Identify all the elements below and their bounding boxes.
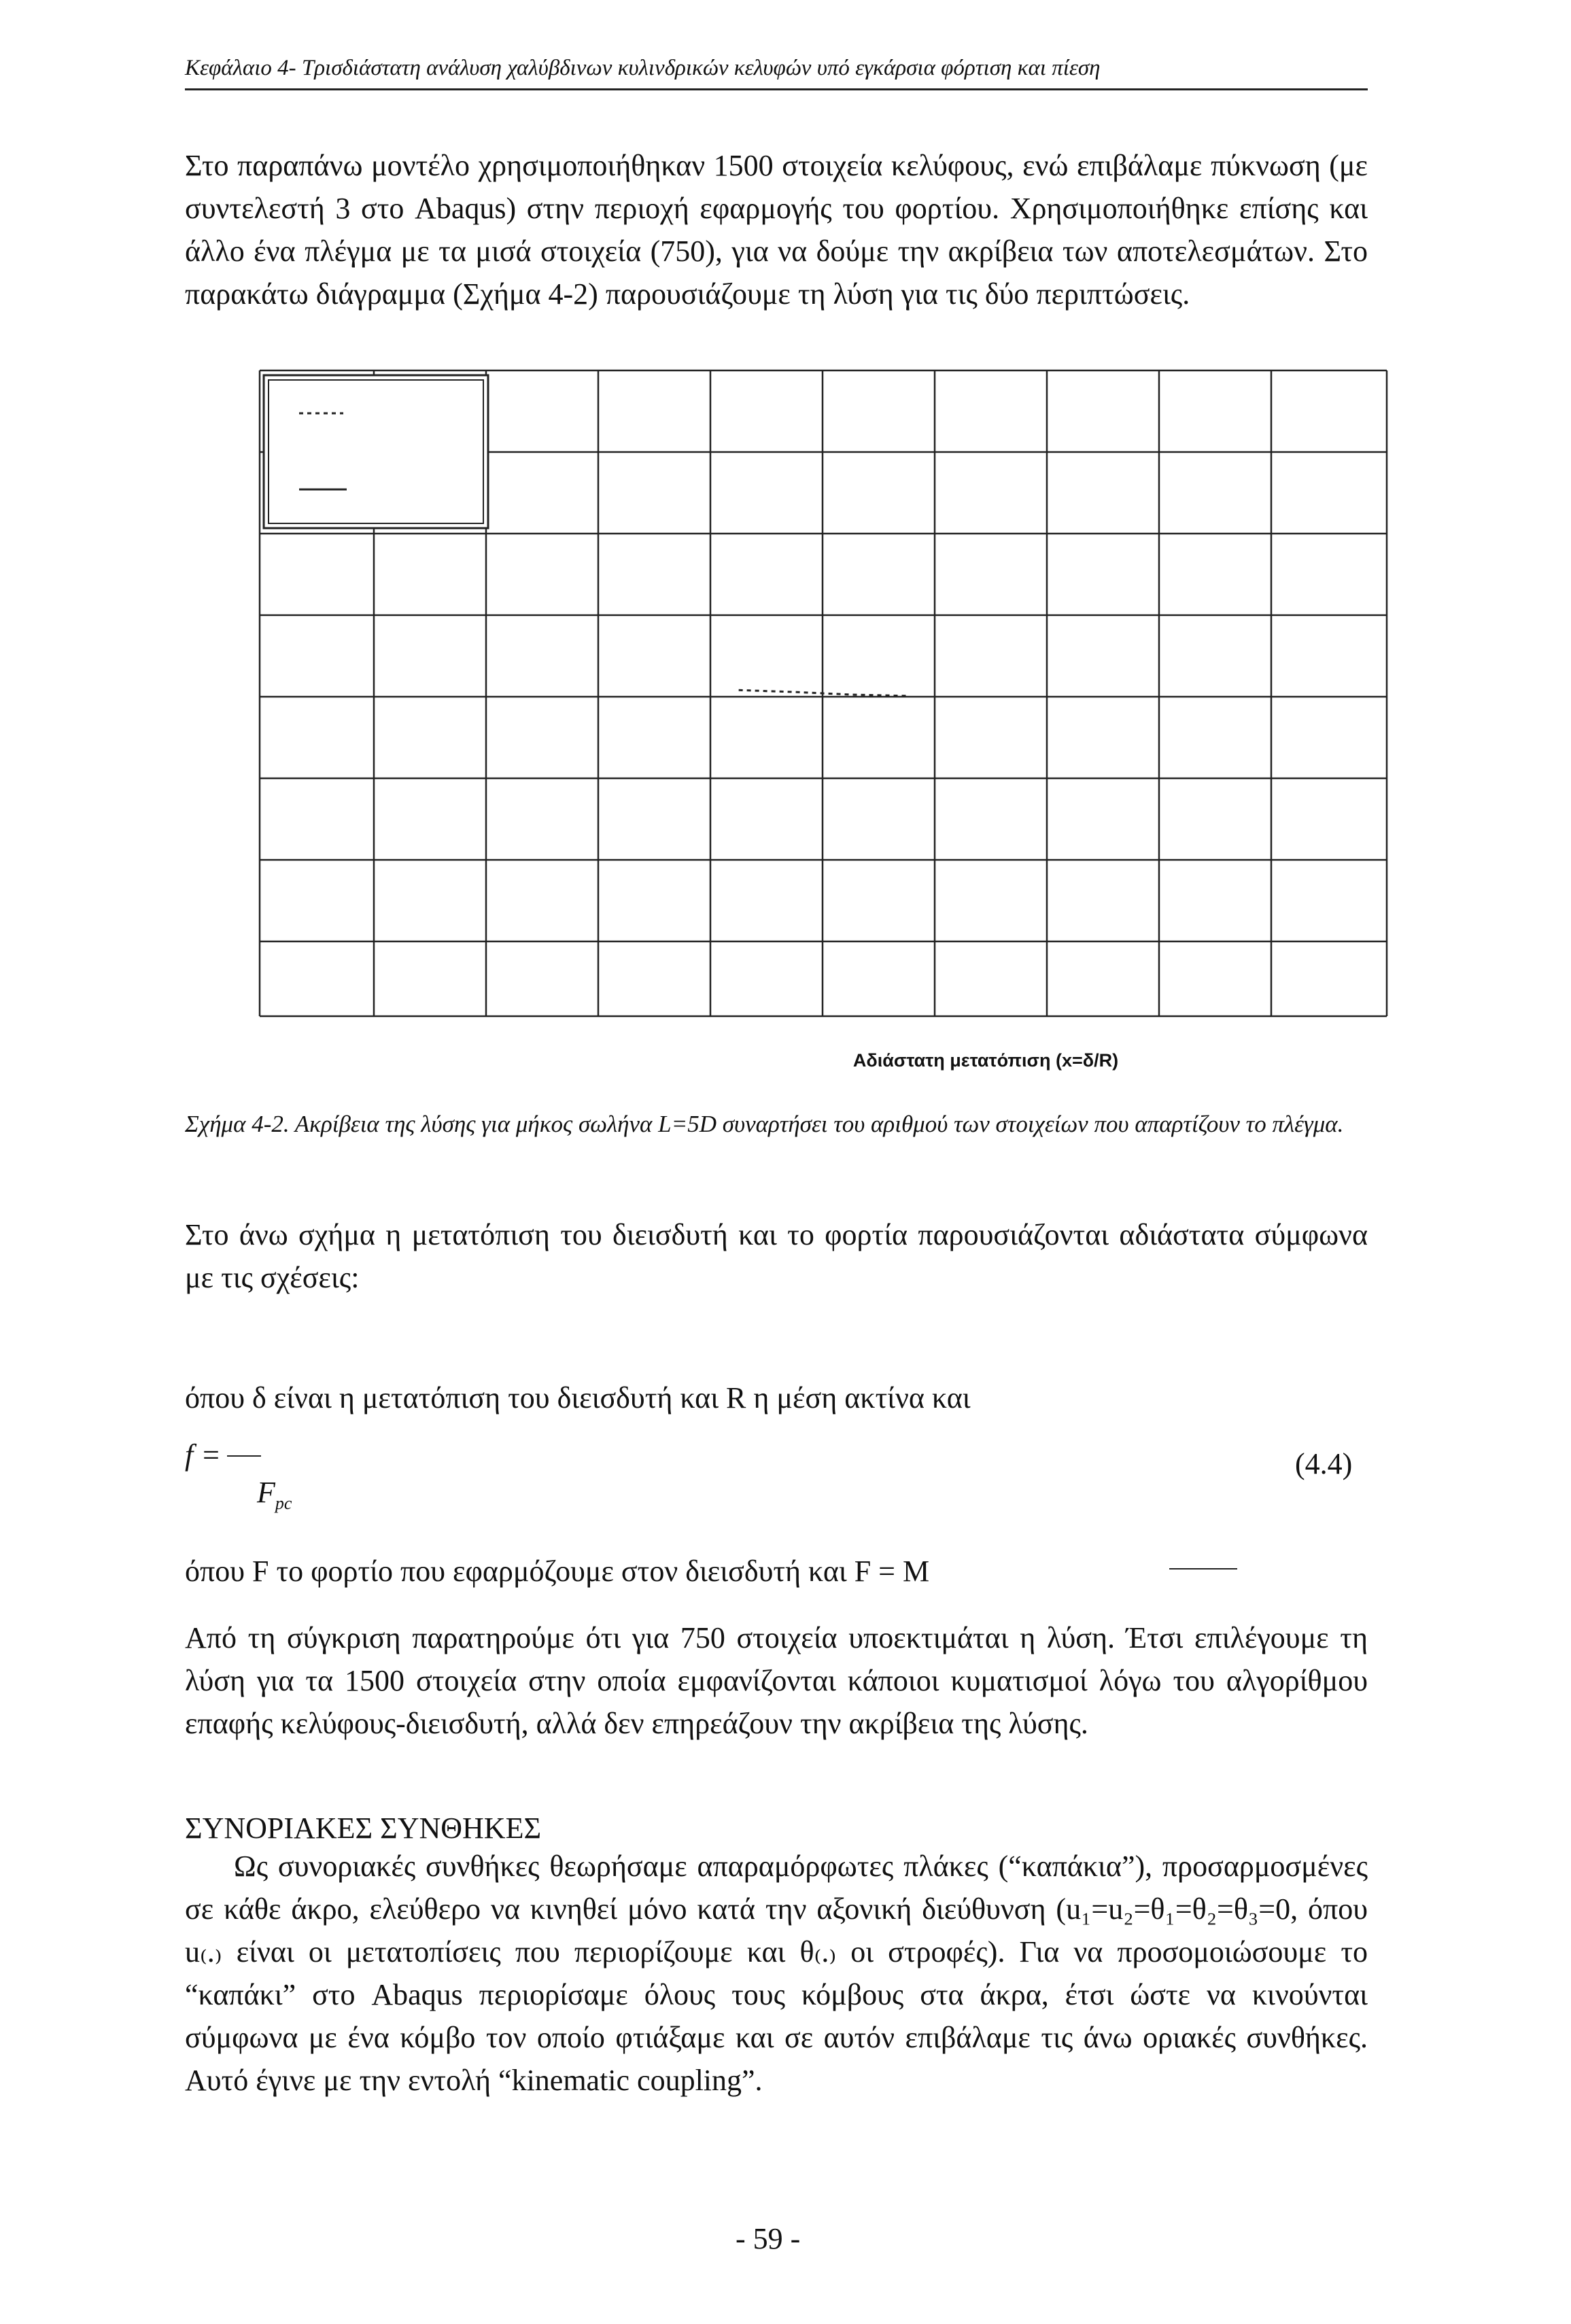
fraction-bar (227, 1455, 261, 1457)
formula-denominator: $F_{pc}$ (257, 1476, 292, 1513)
delta-definition: όπου δ είναι η μετατόπιση του διεισδυτή και R η μέση ακτίνα και (185, 1381, 971, 1415)
page-number: - 59 - (736, 2222, 801, 2255)
boundary-heading: ΣΥΝΟΡΙΑΚΕΣ ΣΥΝΘΗΚΕΣ (185, 1811, 542, 1845)
chart-grid (260, 370, 1387, 1016)
running-header: Κεφάλαιο 4- Τρισδιάστατη ανάλυση χαλύβδινων κυλινδρικών κελυφών υπό εγκάρσια φόρτιση και πίεση (185, 53, 1368, 90)
chart-legend (264, 375, 488, 528)
formula-rule (1169, 1568, 1237, 1569)
equation-number: (4.4) (1295, 1447, 1353, 1480)
boundary-paragraph: Ως συνοριακές συνθήκες θεωρήσαμε απαραμόρφωτες πλάκες (“καπάκια”), προσαρμοσμένες σε κάθε άκρο, ελεύθερο να κινηθεί μόνο κατά την αξονική διεύθυνση (u₁=u₂=θ₁=θ₂=θ₃=0, όπου u₍.₎ είναι οι μετατοπίσεις που περιορίζουμε και θ₍.₎ οι στροφές). Για να προσομοιώσουμε το “καπάκι” στο Abaqus περιορίσαμε όλους τους κόμβους στα άκρα, έτσι ώστε να κινούνται σύμφωνα με ένα κόμβο τον οποίο φτιάξαμε και σε αυτόν επιβάλαμε τις άνω οριακές συνθήκες. Αυτό έγινε με την εντολή “kinematic coupling”. (185, 1850, 1368, 2097)
after-figure-paragraph: Στο άνω σχήμα η μετατόπιση του διεισδυτή και το φορτία παρουσιάζονται αδιάστατα σύμφωνα με τις σχέσεις: (185, 1218, 1368, 1294)
force-formula (185, 1438, 292, 1513)
formula-lhs: f = (185, 1438, 221, 1472)
intro-paragraph: Στο παραπάνω μοντέλο χρησιμοποιήθηκαν 1500 στοιχεία κελύφους, ενώ επιβάλαμε πύκνωση (με συντελεστή 3 στο Abaqus) στην περιοχή εφαρμογής του φορτίου. Χρησιμοποιήθηκε επίσης και άλλο ένα πλέγμα με τα μισά στοιχεία (750), για να δούμε την ακρίβεια των αποτελεσμάτων. Στο παρακάτω διάγραμμα (Σχήμα 4-2) παρουσιάζουμε τη λύση για τις δύο περιπτώσεις. (185, 149, 1368, 311)
comparison-paragraph: Από τη σύγκριση παρατηρούμε ότι για 750 στοιχεία υποεκτιμάται η λύση. Έτσι επιλέγουμε τη λύση για τα 1500 στοιχεία στην οποία εμφανίζονται κάποιοι κυματισμοί λόγω του αλγορίθμου επαφής κελύφους-διεισδυτή, αλλά δεν επηρεάζουν την ακρίβεια της λύσης. (185, 1621, 1368, 1740)
x-axis-label: Αδιάστατη μετατόπιση (x=δ/R) (852, 1050, 1119, 1071)
f-definition: όπου F το φορτίο που εφαρμόζουμε στον διεισδυτή και F = M (185, 1555, 930, 1588)
legend-box-inner (269, 380, 483, 523)
chart-series (739, 690, 908, 696)
legend-box (264, 375, 488, 528)
series-line-0 (739, 690, 908, 696)
figure-caption: Σχήμα 4-2. Ακρίβεια της λύσης για μήκος σωλήνα L=5D συναρτήσει του αριθμού των στοιχείων που απαρτίζουν το πλέγμα. (185, 1111, 1344, 1137)
